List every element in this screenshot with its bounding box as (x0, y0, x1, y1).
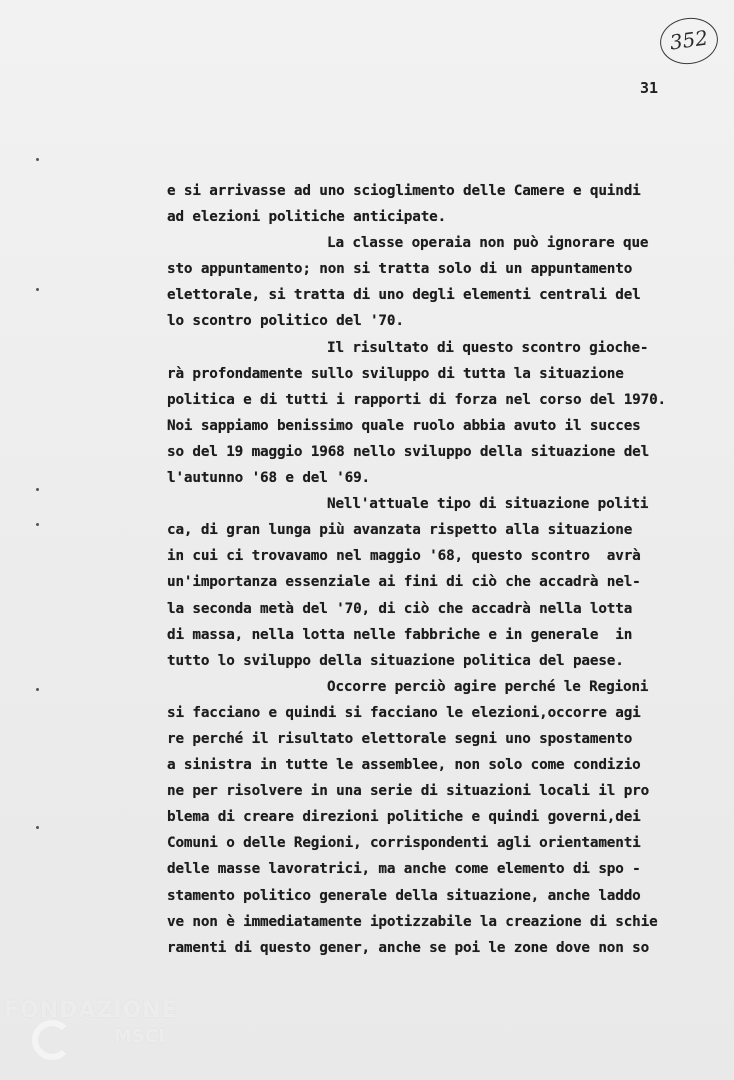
text-line: Il risultato di questo scontro gioche- (327, 339, 649, 356)
text-line: tutto lo sviluppo della situazione politica del paese. (167, 652, 624, 669)
text-line: elettorale, si tratta di uno degli elementi centrali del (167, 287, 641, 304)
text-line: ramenti di questo gener, anche se poi le zone dove non so (167, 939, 650, 956)
text-line: stamento politico generale della situazione, anche laddo (167, 887, 641, 904)
archive-number: 352 (668, 25, 710, 55)
text-line: ne per risolvere in una serie di situazioni locali il pro (167, 783, 650, 800)
archive-number-stamp (657, 14, 721, 68)
text-line: Comuni o delle Regioni, corrispondenti agli orientamenti (167, 835, 641, 852)
watermark-logo-icon (32, 1020, 72, 1060)
text-line: sto appuntamento; non si tratta solo di un appuntamento (167, 261, 633, 278)
page-number: 31 (640, 79, 659, 97)
text-line: Occorre perciò agire perché le Regioni (327, 678, 649, 695)
text-line: un'importanza essenziale ai fini di ciò che accadrà nel- (167, 574, 641, 591)
typewritten-body (167, 178, 697, 961)
watermark-text-top: FONDAZIONE (4, 998, 178, 1023)
text-line: lo scontro politico del '70. (167, 313, 404, 330)
text-line: rà profondamente sullo sviluppo di tutta la situazione (167, 365, 624, 382)
text-line: ve non è immediatamente ipotizzabile la creazione di schie (167, 913, 658, 930)
text-line: Noi sappiamo benissimo quale ruolo abbia avuto il succes (167, 417, 641, 434)
text-line: l'autunno '68 e del '69. (167, 470, 370, 487)
text-line: so del 19 maggio 1968 nello sviluppo della situazione del (167, 443, 650, 460)
text-line: re perché il risultato elettorale segni uno spostamento (167, 730, 633, 747)
margin-mark (36, 826, 39, 829)
margin-mark (36, 523, 39, 526)
text-line: la seconda metà del '70, di ciò che accadrà nella lotta (167, 600, 633, 617)
text-line: Nell'attuale tipo di situazione politi (327, 496, 649, 513)
watermark-text-bottom: MSCI (114, 1026, 165, 1047)
margin-mark (36, 688, 39, 691)
text-line: La classe operaia non può ignorare que (327, 235, 649, 252)
text-line: delle masse lavoratrici, ma anche come elemento di spo - (167, 861, 641, 878)
margin-mark (36, 288, 39, 291)
text-line: si facciano e quindi si facciano le elezioni,occorre agi (167, 704, 641, 721)
text-line: ad elezioni politiche anticipate. (167, 209, 447, 226)
margin-mark (36, 158, 39, 161)
archive-watermark (4, 998, 184, 1078)
text-line: in cui ci trovavamo nel maggio '68, questo scontro avrà (167, 548, 641, 565)
text-line: di massa, nella lotta nelle fabbriche e in generale in (167, 626, 633, 643)
margin-mark (36, 488, 39, 491)
text-line: blema di creare direzioni politiche e quindi governi,dei (167, 809, 641, 826)
text-line: politica e di tutti i rapporti di forza nel corso del 1970. (167, 391, 666, 408)
text-line: ca, di gran lunga più avanzata rispetto alla situazione (167, 522, 633, 539)
text-line: e si arrivasse ad uno scioglimento delle Camere e quindi (167, 183, 641, 199)
text-line: a sinistra in tutte le assemblee, non solo come condizio (167, 757, 641, 774)
